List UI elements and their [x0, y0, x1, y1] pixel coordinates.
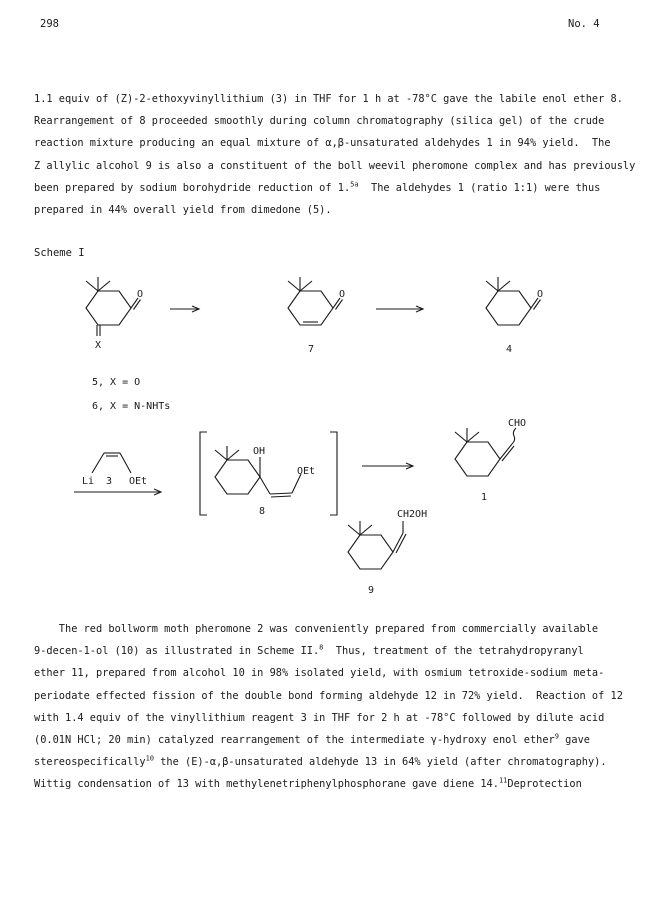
citation-superscript: 8: [319, 643, 324, 652]
text-line-tail: Deprotection: [507, 778, 582, 791]
compound-9-structure: [348, 509, 427, 596]
text-line-tail: The aldehydes 1 (ratio 1:1) were thus: [358, 181, 601, 194]
label-x: X: [95, 340, 102, 351]
label-oet: OEt: [297, 466, 316, 477]
text-line: Wittig condensation of 13 with methylenetriphenylphosphorane gave diene 14.: [34, 778, 499, 791]
compound-7-structure: [288, 277, 345, 355]
compound-1-structure: [455, 418, 526, 503]
label-li: Li: [82, 476, 95, 487]
compound-number-9: 9: [368, 585, 375, 596]
compound-number-8: 8: [259, 506, 266, 517]
text-line: 1.1 equiv of (Z)-2-ethoxyvinyllithium (3) in THF for 1 h at -78°C gave the labile enol ether 8.: [34, 93, 623, 105]
issue-number: No. 4: [568, 18, 600, 30]
reagent-3-structure: [82, 453, 147, 487]
label-oh: OH: [253, 446, 266, 457]
compound-8-structure: [200, 432, 337, 517]
paragraph-2: [34, 618, 646, 796]
citation-superscript: 11: [498, 777, 508, 785]
citation-superscript: 5a: [350, 180, 359, 189]
compound-number-1: 1: [481, 492, 488, 503]
text-line: (0.01N HCl; 20 min) catalyzed rearrangement of the intermediate γ-hydroxy enol ether: [34, 734, 555, 747]
compound-5-definition: 5, X = O: [92, 377, 141, 388]
compound-5-structure: [86, 277, 143, 351]
compound-6-definition: 6, X = N-NHTs: [92, 401, 171, 412]
scheme-title: Scheme I: [34, 247, 85, 259]
text-line: prepared in 44% overall yield from dimedone (5).: [34, 204, 332, 217]
text-line: stereospecifically: [34, 756, 146, 769]
text-line: Z allylic alcohol 9 is also a constituent of the boll weevil pheromone complex and has previously: [34, 159, 636, 172]
left-bracket: [200, 432, 207, 515]
text-line: The red bollworm moth pheromone 2 was conveniently prepared from commercially available: [34, 623, 599, 635]
citation-superscript: 9: [554, 732, 559, 741]
text-line: ether 11, prepared from alcohol 10 in 98% isolated yield, with osmium tetroxide-sodium meta-: [34, 667, 605, 680]
label-reagent-number: 3: [106, 476, 113, 487]
text-line: Rearrangement of 8 proceeded smoothly during column chromatography (silica gel) of the crude: [34, 115, 605, 128]
label-ch2oh: CH2OH: [397, 509, 428, 520]
compound-number-7: 7: [308, 344, 315, 355]
label-oxygen: O: [339, 289, 346, 300]
text-line: been prepared by sodium borohydride reduction of 1.: [34, 181, 351, 194]
label-cho: CHO: [508, 418, 527, 429]
citation-superscript: 10: [145, 754, 155, 763]
text-line-tail: Thus, treatment of the tetrahydropyranyl: [323, 645, 584, 658]
compound-4-structure: [486, 277, 543, 355]
label-oxygen: O: [137, 289, 144, 300]
right-bracket: [330, 432, 337, 515]
text-line: with 1.4 equiv of the vinyllithium reagent 3 in THF for 2 h at -78°C followed by dilute acid: [34, 711, 605, 724]
label-oxygen: O: [537, 289, 544, 300]
text-line: 9-decen-1-ol (10) as illustrated in Scheme II.: [34, 645, 320, 658]
text-line-tail: the (E)-α,β-unsaturated aldehyde 13 in 64% yield (after chromatography).: [154, 756, 607, 769]
text-line: periodate effected fission of the double bond forming aldehyde 12 in 72% yield. Reaction of 12: [34, 689, 623, 702]
label-oet: OEt: [129, 476, 148, 487]
page-number: 298: [40, 18, 59, 30]
compound-number-4: 4: [506, 344, 513, 355]
text-line: reaction mixture producing an equal mixture of α,β-unsaturated aldehydes 1 in 94% yield. The: [34, 137, 611, 150]
text-line-tail: gave: [558, 734, 590, 747]
